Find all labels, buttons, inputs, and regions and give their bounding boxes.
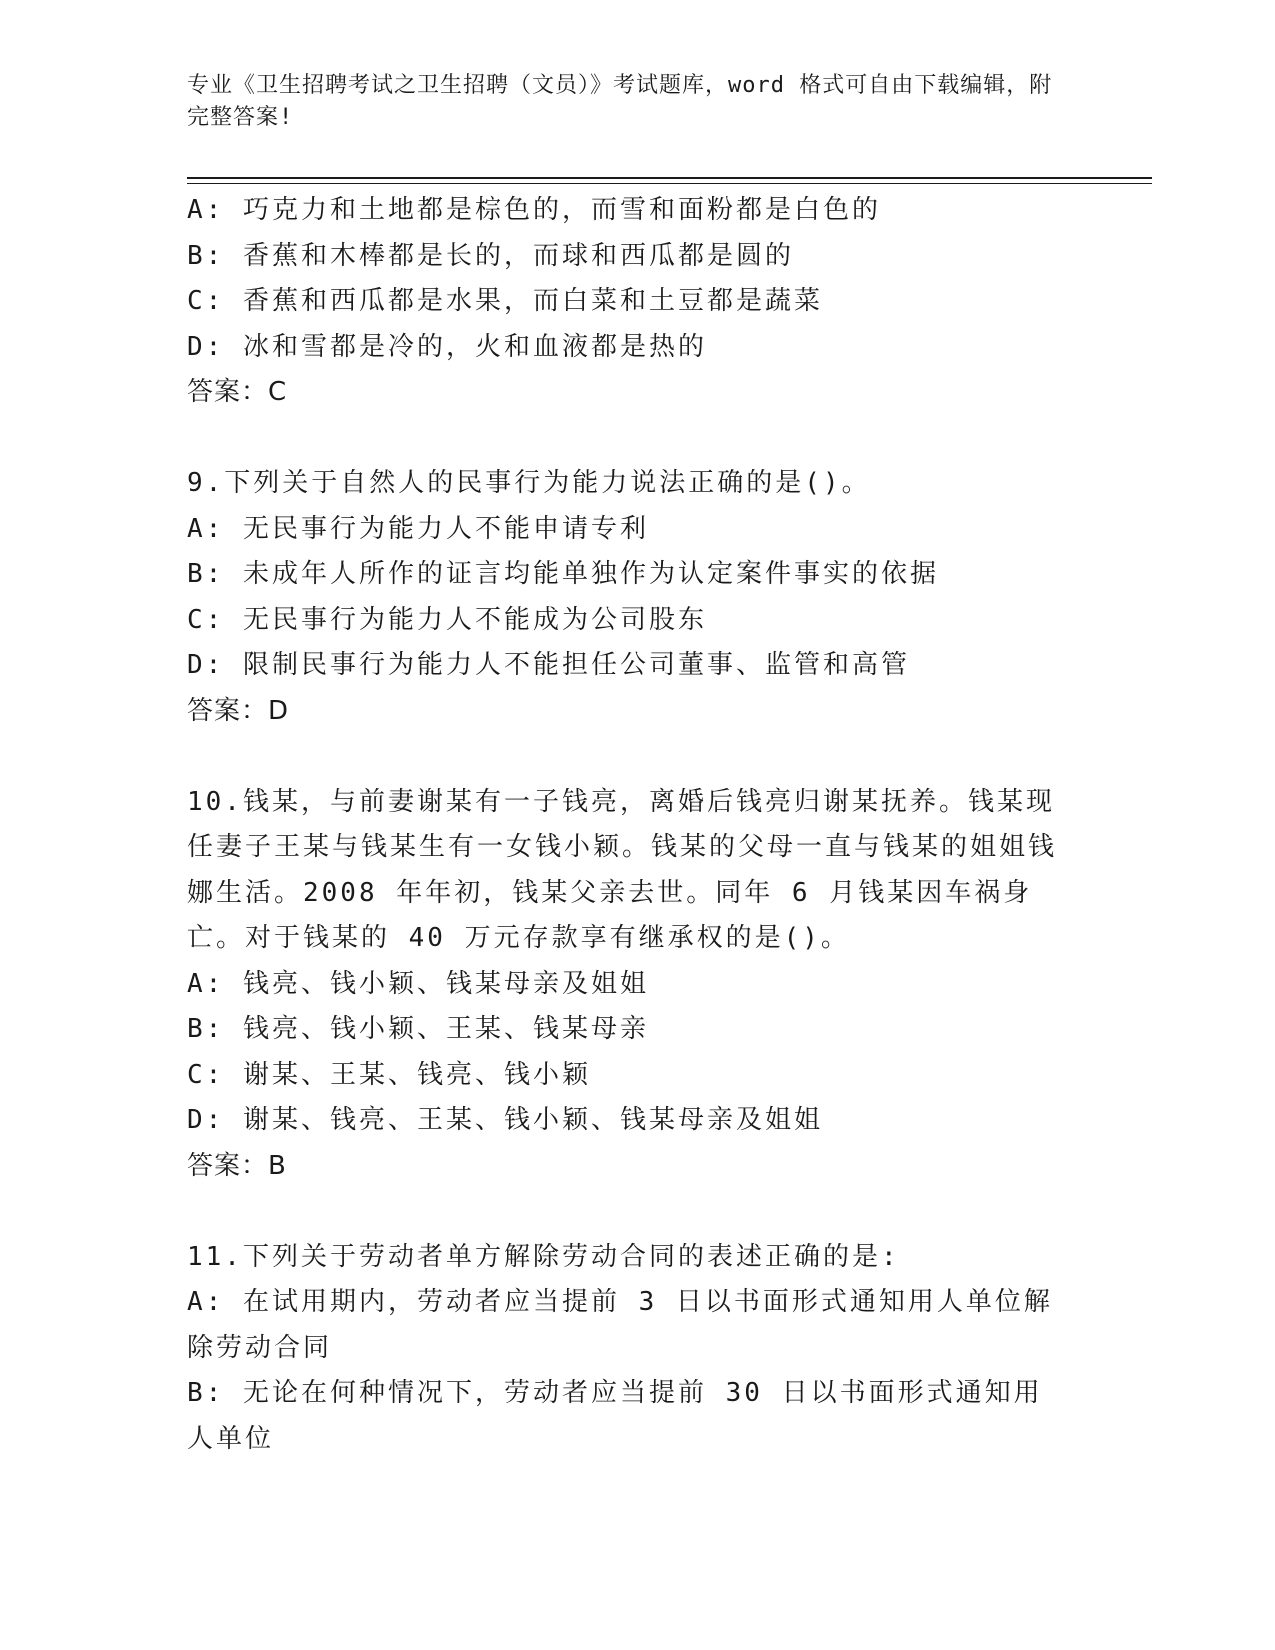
header-rule-thin [187,183,1152,184]
spacer [187,734,1067,780]
spacer [187,416,1067,462]
question-10 [187,780,1067,1190]
answer: 答案：B [187,1150,287,1181]
question-8 [187,188,1067,416]
question-text: 9.下列关于自然人的民事行为能力说法正确的是()。 [187,468,871,498]
question-11 [187,1235,1067,1463]
option-a: A: 无民事行为能力人不能申请专利 [187,513,649,544]
answer: 答案：C [187,377,288,407]
option-a: A: 钱亮、钱小颖、钱某母亲及姐姐 [187,968,649,999]
option-d: D: 冰和雪都是冷的，火和血液都是热的 [187,331,707,362]
question-text: 11.下列关于劳动者单方解除劳动合同的表述正确的是: [187,1241,900,1272]
question-list [187,188,1067,1462]
option-c: C: 谢某、王某、钱亮、钱小颖 [187,1059,591,1090]
option-a: A: 在试用期内，劳动者应当提前 3 日以书面形式通知用人单位解除劳动合同 [187,1287,1053,1363]
answer: 答案：D [187,695,290,726]
question-9 [187,461,1067,734]
option-c: C: 香蕉和西瓜都是水果，而白菜和土豆都是蔬菜 [187,286,823,316]
option-b: B: 无论在何种情况下，劳动者应当提前 30 日以书面形式通知用人单位 [187,1378,1043,1454]
option-d: D: 谢某、钱亮、王某、钱小颖、钱某母亲及姐姐 [187,1105,823,1135]
option-b: B: 钱亮、钱小颖、王某、钱某母亲 [187,1014,649,1044]
option-b: B: 香蕉和木棒都是长的，而球和西瓜都是圆的 [187,240,794,271]
spacer [187,1189,1067,1235]
document-header: 专业《卫生招聘考试之卫生招聘（文员）》考试题库，word 格式可自由下载编辑，附完整答案! [187,73,1053,130]
question-text: 10.钱某，与前妻谢某有一子钱亮，离婚后钱亮归谢某抚养。钱某现任妻子王某与钱某生有一女钱小颖。钱某的父母一直与钱某的姐姐钱娜生活。2008 年年初，钱某父亲去世。同年 6 月钱某因车祸身亡。对于钱某的 40 万元存款享有继承权的是()。 [187,786,1058,953]
option-b: B: 未成年人所作的证言均能单独作为认定案件事实的依据 [187,559,939,589]
option-c: C: 无民事行为能力人不能成为公司股东 [187,604,707,635]
header-rule-thick [187,177,1152,179]
option-d: D: 限制民事行为能力人不能担任公司董事、监管和高管 [187,650,910,680]
option-a: A: 巧克力和土地都是棕色的，而雪和面粉都是白色的 [187,195,881,225]
